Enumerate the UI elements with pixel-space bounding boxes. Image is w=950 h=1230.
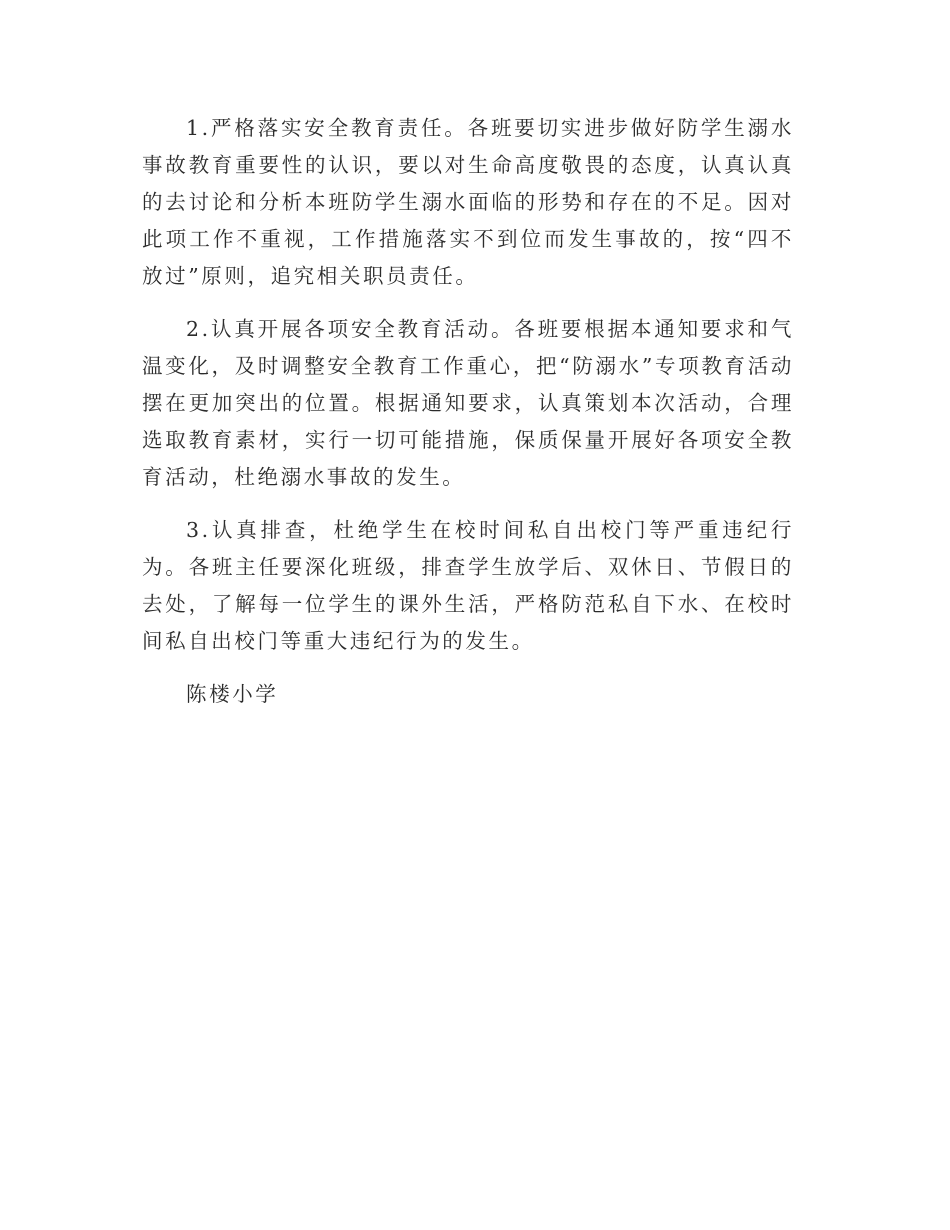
document-body bbox=[142, 110, 794, 713]
paragraph-1: 1.严格落实安全教育责任。各班要切实进步做好防学生溺水事故教育重要性的认识，要以对生命高度敬畏的态度，认真认真的去讨论和分析本班防学生溺水面临的形势和存在的不足。因对此项工作不重视，工作措施落实不到位而发生事故的，按“四不放过”原则，追究相关职员责任。 bbox=[142, 116, 794, 288]
signature: 陈楼小学 bbox=[186, 682, 279, 706]
paragraph-2: 2.认真开展各项安全教育活动。各班要根据本通知要求和气温变化，及时调整安全教育工作重心，把“防溺水”专项教育活动摆在更加突出的位置。根据通知要求，认真策划本次活动，合理选取教育素材，实行一切可能措施，保质保量开展好各项安全教育活动，杜绝溺水事故的发生。 bbox=[142, 317, 794, 489]
paragraph-3: 3.认真排查，杜绝学生在校时间私自出校门等严重违纪行为。各班主任要深化班级，排查学生放学后、双休日、节假日的去处，了解每一位学生的课外生活，严格防范私自下水、在校时间私自出校门等重大违纪行为的发生。 bbox=[142, 518, 794, 653]
